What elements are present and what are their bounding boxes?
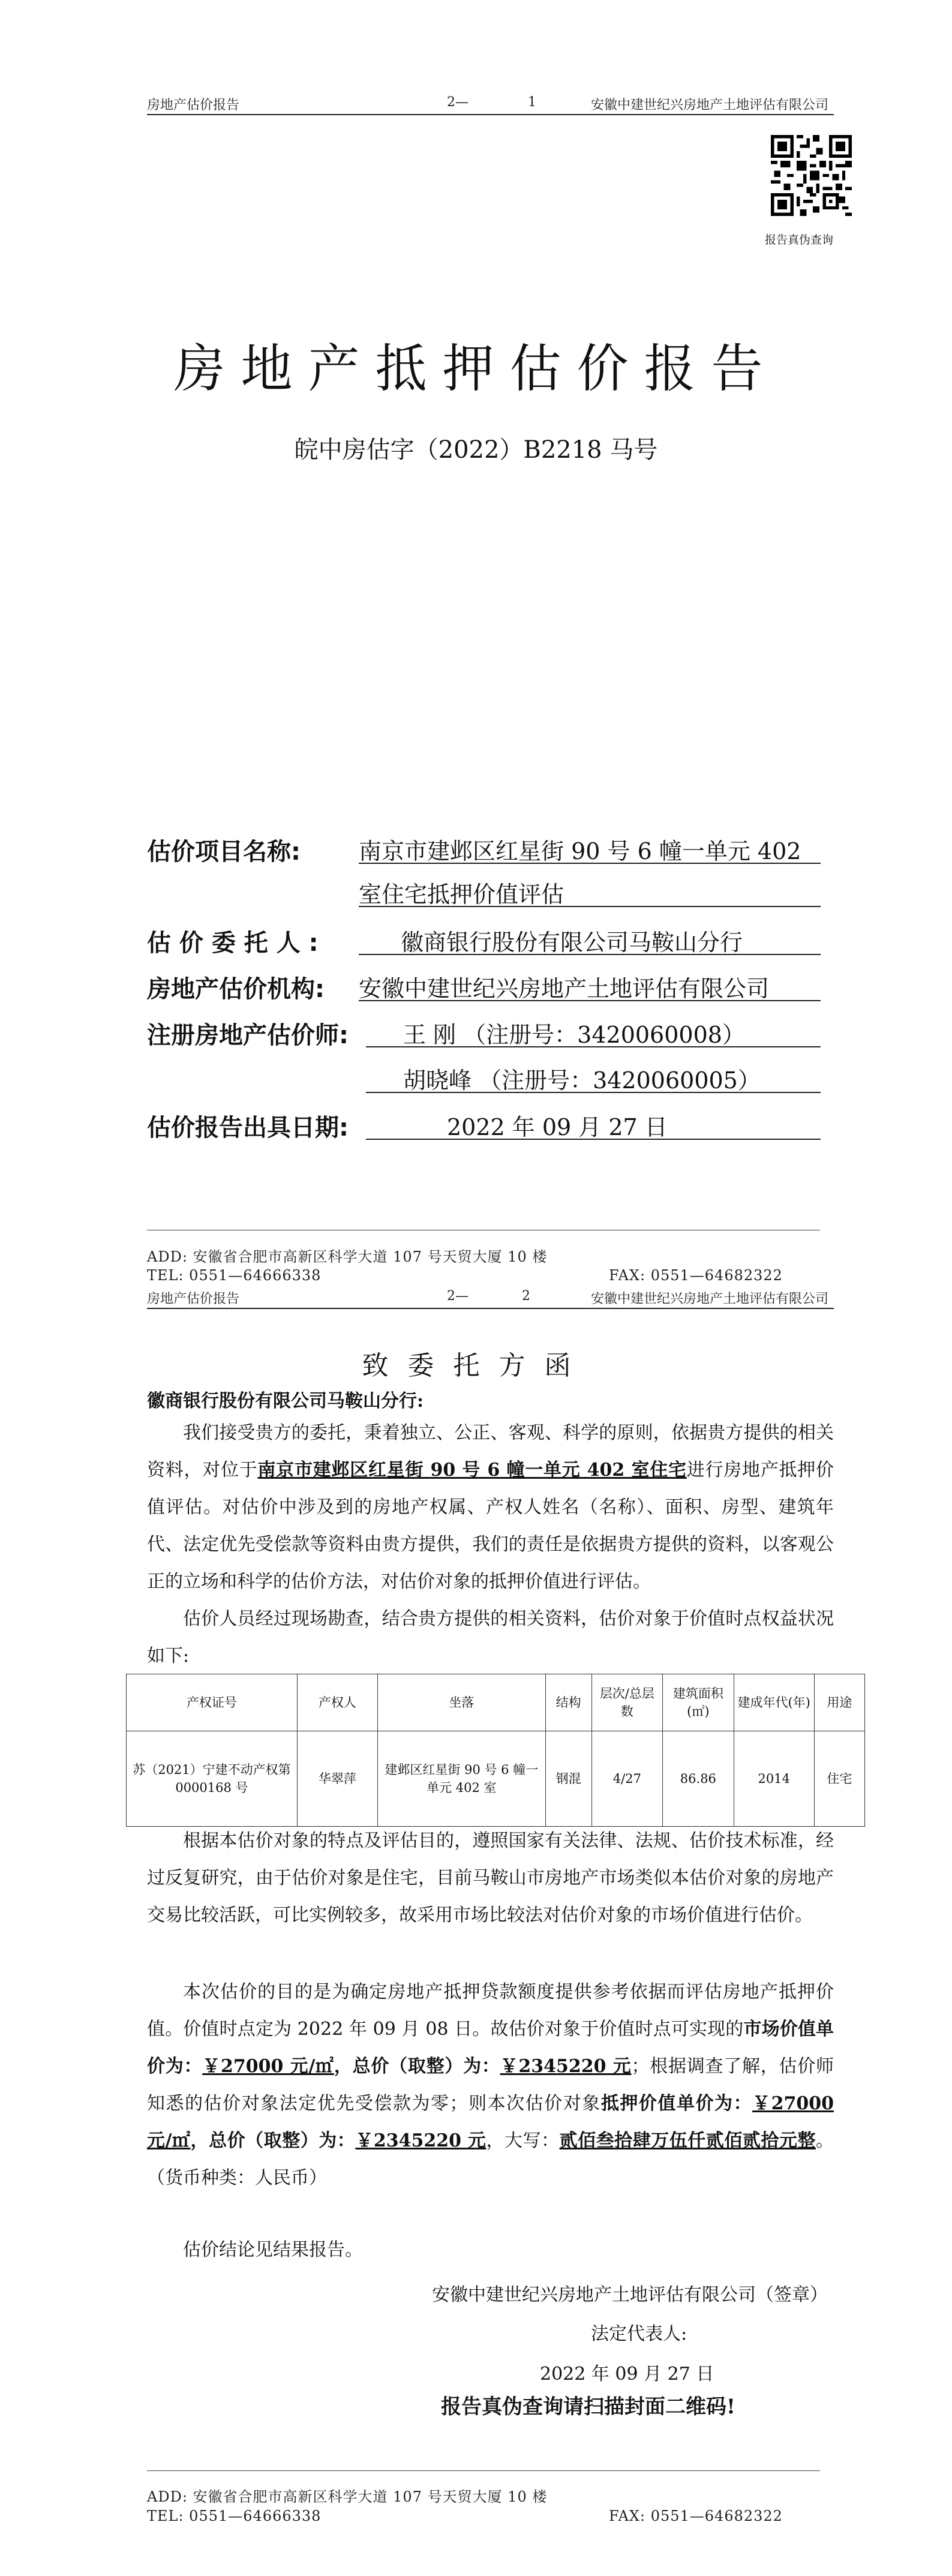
agency-label: 房地产估价机构: <box>147 975 325 1003</box>
col-header: 建筑面积(㎡) <box>663 1674 734 1731</box>
table-row <box>127 1731 865 1827</box>
header-rule <box>147 114 834 115</box>
running-header-right: 安徽中建世纪兴房地产土地评估有限公司 <box>591 1292 829 1307</box>
paragraph-2: 估价人员经过现场勘查，结合贵方提供的相关资料，估价对象于价值时点权益状况如下: <box>147 1608 834 1667</box>
issue-date-label: 估价报告出具日期: <box>147 1114 349 1142</box>
signing-date: 2022 年 09 月 27 日 <box>540 2364 714 2385</box>
property-address: 南京市建邺区红星街 90 号 6 幢一单元 402 室住宅 <box>257 1460 687 1481</box>
letter-title: 致委托方函 <box>362 1350 590 1381</box>
cell: 86.86 <box>663 1731 734 1827</box>
issue-date-value: 2022 年 09 月 27 日 <box>447 1114 668 1140</box>
table-header-row <box>127 1674 865 1731</box>
report-title: 房地产抵押估价报告 <box>173 339 779 399</box>
appraiser-label: 注册房地产估价师: <box>147 1022 349 1049</box>
paragraph-5: 估价结论见结果报告。 <box>183 2239 363 2260</box>
col-header: 产权人 <box>297 1674 377 1731</box>
footer-tel: TEL: 0551—64666338 <box>147 2508 322 2524</box>
col-header: 坐落 <box>377 1674 545 1731</box>
agency-value: 安徽中建世纪兴房地产土地评估有限公司 <box>359 975 770 1002</box>
underline <box>359 906 821 907</box>
paragraph-1: 我们接受贵方的委托，秉着独立、公正、客观、科学的原则，依据贵方提供的相关资料，对位于南京市建邺区红星街 90 号 6 幢一单元 402 室住宅进行房地产抵押价值评估。对估价中涉及到的房地产权属、产权人姓名（名称）、面积、房型、建筑年代、法定优先受偿款等资料由贵方提供，我们的责任是依据贵方提供的资料，以客观公正的立场和科学的估价方法，对估价对象的抵押价值进行评估。 <box>147 1422 834 1592</box>
legal-representative: 法定代表人: <box>591 2323 687 2344</box>
cell: 4/27 <box>591 1731 663 1827</box>
running-header-left: 房地产估价报告 <box>147 98 240 113</box>
col-header: 结构 <box>545 1674 591 1731</box>
mortgage-unit-price: ￥27000 元/㎡ <box>147 2093 834 2151</box>
footer-fax: FAX: 0551—64682322 <box>609 2508 783 2524</box>
footer-address: ADD: 安徽省合肥市高新区科学大道 107 号天贸大厦 10 楼 <box>147 1248 548 1265</box>
running-header-left: 房地产估价报告 <box>147 1292 240 1307</box>
footer-address: ADD: 安徽省合肥市高新区科学大道 107 号天贸大厦 10 楼 <box>147 2488 548 2505</box>
footer-tel: TEL: 0551—64666338 <box>147 1267 322 1284</box>
property-table <box>126 1674 865 1827</box>
client-label: 估 价 委 托 人 : <box>147 929 319 957</box>
qr-code-icon <box>771 135 852 216</box>
page-number: 1 <box>528 95 536 110</box>
footer-rule <box>147 2470 820 2471</box>
paragraph-3: 根据本估价对象的特点及评估目的，遵照国家有关法律、法规、估价技术标准，经过反复研究，由于估价对象是住宅，目前马鞍山市房地产市场类似本估价对象的房地产交易比较活跃，可比实例较多，故采用市场比较法对估价对象的市场价值进行估价。 <box>147 1830 834 1926</box>
mortgage-total-price: ￥2345220 元 <box>355 2130 486 2151</box>
col-header: 产权证号 <box>127 1674 298 1731</box>
salutation: 徽商银行股份有限公司马鞍山分行: <box>147 1391 424 1412</box>
project-name-line1: 南京市建邺区红星街 90 号 6 幢一单元 402 <box>359 838 801 864</box>
col-header: 用途 <box>814 1674 864 1731</box>
page-mark: 2— <box>447 1289 469 1304</box>
market-unit-price: ￥27000 元/㎡ <box>202 2056 334 2077</box>
col-header: 层次/总层数 <box>591 1674 663 1731</box>
appraiser-2: 胡晓峰 （注册号：3420060005） <box>403 1067 761 1094</box>
cell: 2014 <box>734 1731 814 1827</box>
underline <box>366 1092 821 1093</box>
client-value: 徽商银行股份有限公司马鞍山分行 <box>401 929 743 956</box>
underline <box>359 863 821 864</box>
col-header: 建成年代(年) <box>734 1674 814 1731</box>
signing-company: 安徽中建世纪兴房地产土地评估有限公司（签章） <box>432 2284 828 2305</box>
underline <box>366 1139 821 1140</box>
underline <box>359 1000 821 1001</box>
paragraph-4: 本次估价的目的是为确定房地产抵押贷款额度提供参考依据而评估房地产抵押价值。价值时点定为 2022 年 09 月 08 日。故估价对象于价值时点可实现的市场价值单价为：￥27000 元/㎡，总价（取整）为：￥2345220 元；根据调查了解，估价师知悉的估价对象法定优先受偿款为零；则本次估价对象抵押价值单价为：￥27000 元/㎡，总价（取整）为：￥2345220 元，大写：贰佰叁拾肆万伍仟贰佰贰拾元整。（货币种类：人民币） <box>147 1981 834 2188</box>
underline <box>366 1046 821 1047</box>
qr-caption: 报告真伪查询 <box>765 233 834 247</box>
page-mark: 2— <box>447 95 469 110</box>
authenticity-note: 报告真伪查询请扫描封面二维码! <box>441 2395 735 2419</box>
cell: 华翠萍 <box>297 1731 377 1827</box>
project-name-line2: 室住宅抵押价值评估 <box>359 881 564 908</box>
amount-in-words: 贰佰叁拾肆万伍仟贰佰贰拾元整 <box>559 2130 816 2151</box>
document-number: 皖中房估字（2022）B2218 马号 <box>294 436 658 464</box>
cell: 住宅 <box>814 1731 864 1827</box>
header-rule <box>147 1308 834 1309</box>
cell: 苏（2021）宁建不动产权第 0000168 号 <box>127 1731 298 1827</box>
cell: 钢混 <box>545 1731 591 1827</box>
cell: 建邺区红星街 90 号 6 幢一单元 402 室 <box>377 1731 545 1827</box>
appraiser-1: 王 刚 （注册号：3420060008） <box>403 1022 745 1048</box>
running-header-right: 安徽中建世纪兴房地产土地评估有限公司 <box>591 98 829 113</box>
underline <box>359 954 821 955</box>
market-total-price: ￥2345220 元 <box>500 2056 632 2077</box>
footer-fax: FAX: 0551—64682322 <box>609 1267 783 1284</box>
page-number: 2 <box>522 1289 530 1304</box>
project-name-label: 估价项目名称: <box>147 838 301 866</box>
